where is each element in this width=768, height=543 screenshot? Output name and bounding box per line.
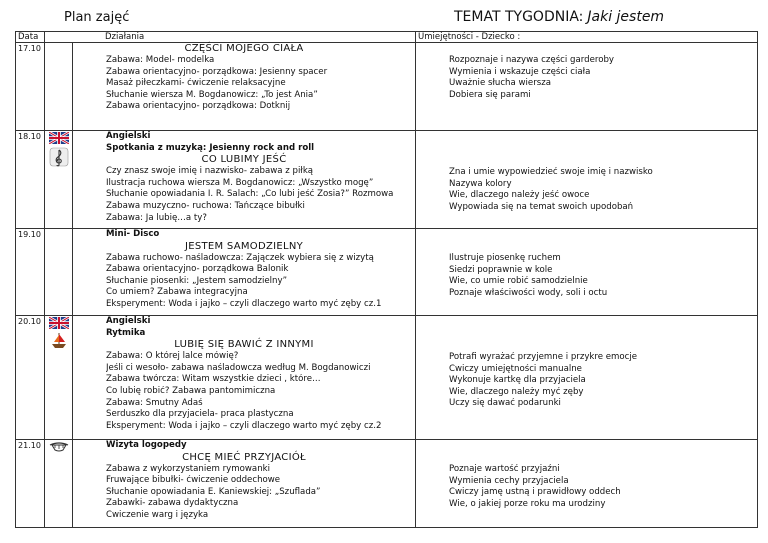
skill-item: Poznaje właściwości wody, soli i octu [449,288,757,300]
day-skills [416,440,758,528]
activity-item-extra: Angielski [106,316,415,328]
activity-item: Serduszko dla przyjaciela- praca plastyczna [106,409,415,421]
activity-item: Zabawki- zabawa dydaktyczna [106,498,415,510]
skill-item: Wymienia i wskazuje części ciała [449,67,757,79]
day-row [16,316,758,440]
activity-item: Słuchanie piosenki: „Jestem samodzielny” [106,276,415,288]
day-icons [45,229,73,316]
uk-flag-icon [49,132,69,144]
week-theme-label: TEMAT TYGODNIA: [454,9,584,25]
day-date: 17.10 [16,43,45,131]
treble-clef-icon [49,147,69,167]
day-row [16,43,758,131]
plan-table [15,31,758,528]
activity-item: Zabawa orientacyjno- porządkowa Balonik [106,264,415,276]
skill-item: Wymienia cechy przyjaciela [449,476,757,488]
skill-item: Wie, o jakiej porze roku ma urodziny [449,499,757,511]
activity-item: Co umiem? Zabawa integracyjna [106,287,415,299]
day-date: 20.10 [16,316,45,440]
section-title: LUBIĘ SIĘ BAWIĆ Z INNYMI [174,339,314,351]
activity-item-extra: Angielski [106,131,415,143]
activity-item: Zabawa: Ja lubię…a ty? [106,213,415,225]
week-theme-name: Jaki jestem [587,9,665,25]
activity-item: Zabawa orientacyjno- porządkowa: Dotknij [106,101,415,113]
skill-item: Potrafi wyrażać przyjemne i przykre emocje [449,352,757,364]
activity-item-extra: Rytmika [106,328,415,340]
skills-column-header: Umiejętności - Dziecko : [416,32,758,43]
skill-item: Rozpoznaje i nazywa części garderoby [449,55,757,67]
activity-item-extra: Mini- Disco [106,229,415,241]
activity-item: Co lubię robić? Zabawa pantomimiczna [106,386,415,398]
activity-item: Słuchanie opowiadania I. R. Salach: „Co lubi jeść Zosia?” Rozmowa [106,189,415,201]
activity-item: Zabawa twórcza: Witam wszystkie dzieci , które… [106,374,415,386]
skill-item: Dobiera się parami [449,90,757,102]
day-row [16,440,758,528]
skill-item: Ilustruje piosenkę ruchem [449,253,757,265]
day-icons [45,440,73,528]
day-skills [416,229,758,316]
activity-item: Ćwiczenie warg i języka [106,510,415,522]
skill-item: Ćwiczy umiejętności manualne [449,364,757,376]
activity-item-extra: Wizyta logopedy [106,440,415,452]
skill-item: Wie, dlaczego należy myć zęby [449,387,757,399]
skill-item: Wypowiada się na temat swoich upodobań [449,202,757,214]
section-title: CO LUBIMY JEŚĆ [201,154,287,166]
day-row [16,131,758,229]
activity-item: Masaż piłeczkami- ćwiczenie relaksacyjne [106,78,415,90]
week-theme-header [454,9,664,25]
day-date: 19.10 [16,229,45,316]
skill-item: Nazywa kolory [449,179,757,191]
activity-item: Zabawa: O której lalce mówię? [106,351,415,363]
day-row [16,229,758,316]
skill-item: Zna i umie wypowiedzieć swoje imię i nazwisko [449,167,757,179]
date-column-header: Data [16,32,45,43]
activity-item: Eksperyment: Woda i jajko – czyli dlaczego warto myć zęby cz.2 [106,421,415,433]
skill-item: Siedzi poprawnie w kole [449,265,757,277]
day-skills [416,316,758,440]
skill-item: Uważnie słucha wiersza [449,78,757,90]
activity-item: Ilustracja ruchowa wiersza M. Bogdanowicz: „Wszystko mogę” [106,178,415,190]
activity-item-extra: Spotkania z muzyką: Jesienny rock and roll [106,143,415,155]
section-title: JESTEM SAMODZIELNY [184,240,304,252]
activity-item: Jeśli ci wesoło- zabawa naśladowcza według M. Bogdanowiczi [106,363,415,375]
activity-item: Zabawa z wykorzystaniem rymowanki [106,464,415,476]
activity-item: Eksperyment: Woda i jajko – czyli dlaczego warto myć zęby cz.1 [106,299,415,311]
day-icons [45,131,73,229]
skill-item: Poznaje wartość przyjaźni [449,464,757,476]
plan-title: Plan zajęć [64,10,130,25]
skill-item: Ćwiczy jamę ustną i prawidłowy oddech [449,487,757,499]
ship-icon [49,331,69,351]
skill-item: Wie, dlaczego należy jeść owoce [449,190,757,202]
skill-item: Uczy się dawać podarunki [449,398,757,410]
day-activities [73,43,416,131]
speech-therapy-icon [48,441,70,453]
activity-item: Zabawa ruchowo- naśladowcza: Zajączek wybiera się z wizytą [106,253,415,265]
header-row [16,32,758,43]
section-title: CHCĘ MIEĆ PRZYJACIÓŁ [182,451,306,463]
day-activities [73,131,416,229]
day-skills [416,43,758,131]
day-skills [416,131,758,229]
uk-flag-icon [49,317,69,329]
activity-item: Zabawa muzyczno- ruchowa: Tańczące bibułki [106,201,415,213]
activity-item: Fruwające bibułki- ćwiczenie oddechowe [106,475,415,487]
activity-item: Zabawa: Model- modelka [106,55,415,67]
activity-item: Czy znasz swoje imię i nazwisko- zabawa z piłką [106,166,415,178]
day-date: 18.10 [16,131,45,229]
day-activities [73,440,416,528]
day-icons [45,316,73,440]
day-date: 21.10 [16,440,45,528]
skill-item: Wykonuje kartkę dla przyjaciela [449,375,757,387]
activity-item: Zabawa orientacyjno- porządkowa: Jesienny spacer [106,67,415,79]
day-activities [73,316,416,440]
day-activities [73,229,416,316]
activity-item: Słuchanie wiersza M. Bogdanowicz: „To jest Ania” [106,90,415,102]
day-icons [45,43,73,131]
activity-item: Słuchanie opowiadania E. Kaniewskiej: „Szuflada” [106,487,415,499]
section-title: CZĘŚCI MOJEGO CIAŁA [184,43,304,54]
activities-column-header: Działania [45,32,416,43]
skill-item: Wie, co umie robić samodzielnie [449,276,757,288]
activity-item: Zabawa: Smutny Adaś [106,398,415,410]
